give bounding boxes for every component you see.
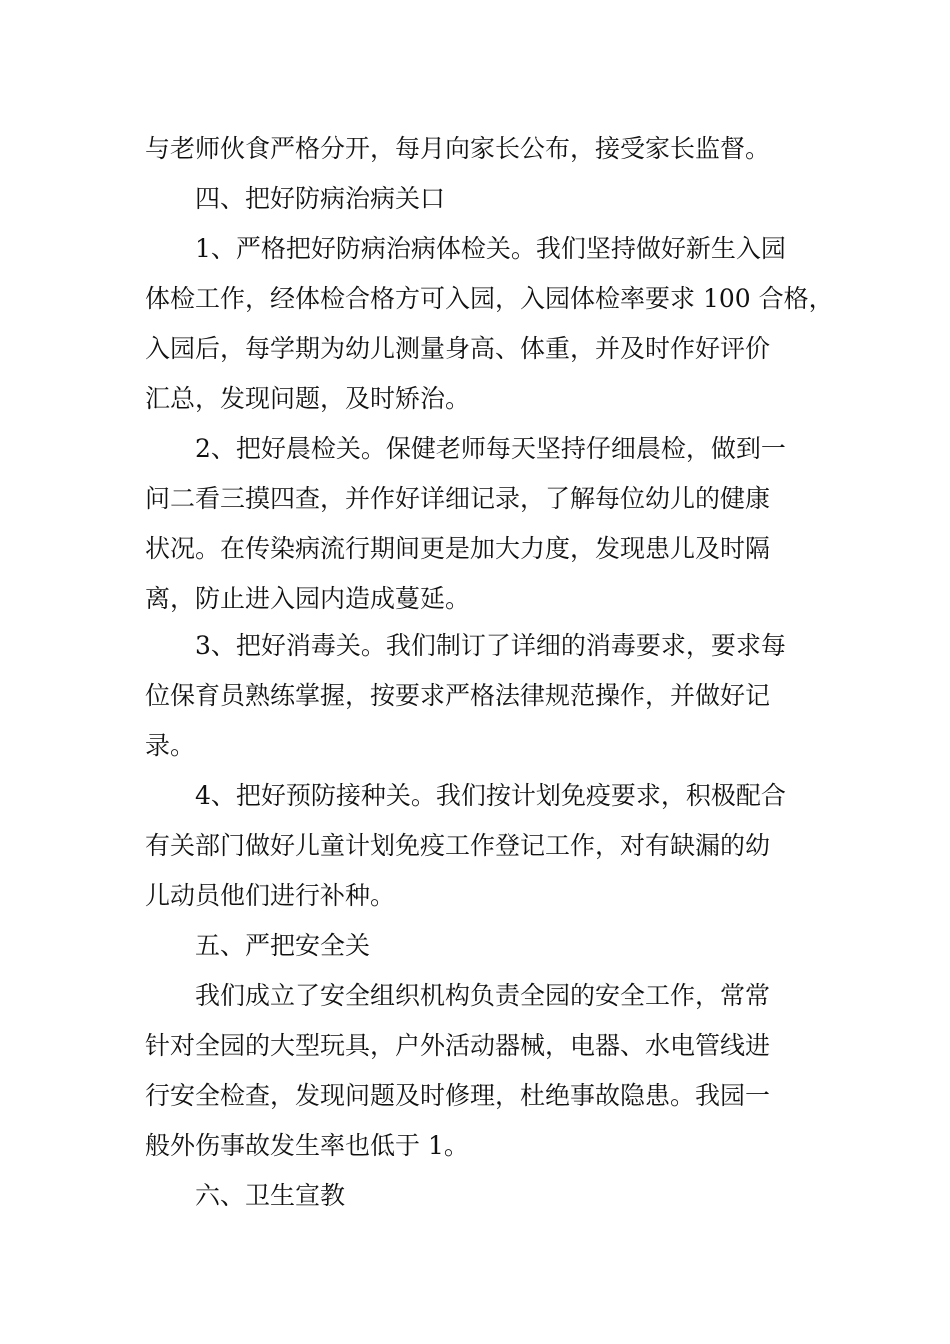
section-heading: 五、严把安全关 [195, 931, 371, 960]
text-line: 状况。在传染病流行期间更是加大力度，发现患儿及时隔 [145, 534, 771, 563]
text-line: 儿动员他们进行补种。 [145, 881, 396, 910]
text-line: 我们成立了安全组织机构负责全园的安全工作，常常 [195, 981, 771, 1010]
text-line: 2、把好晨检关。保健老师每天坚持仔细晨检，做到一 [195, 434, 786, 463]
text-line: 4、把好预防接种关。我们按计划免疫要求，积极配合 [195, 781, 786, 810]
section-heading: 六、卫生宣教 [195, 1181, 346, 1210]
section-heading: 四、把好防病治病关口 [195, 184, 446, 213]
text-line: 有关部门做好儿童计划免疫工作登记工作，对有缺漏的幼 [145, 831, 771, 860]
text-line: 离，防止进入园内造成蔓延。 [145, 584, 471, 613]
text-line: 1、严格把好防病治病体检关。我们坚持做好新生入园 [195, 234, 786, 263]
text-line: 入园后，每学期为幼儿测量身高、体重，并及时作好评价 [145, 334, 771, 363]
text-line: 行安全检查，发现问题及时修理，杜绝事故隐患。我园一 [145, 1081, 771, 1110]
text-line: 与老师伙食严格分开，每月向家长公布，接受家长监督。 [145, 134, 771, 163]
text-line: 3、把好消毒关。我们制订了详细的消毒要求，要求每 [195, 631, 786, 660]
text-line: 体检工作，经体检合格方可入园，入园体检率要求 100 合格， [145, 284, 834, 313]
text-line: 针对全园的大型玩具，户外活动器械，电器、水电管线进 [145, 1031, 771, 1060]
text-line: 问二看三摸四查，并作好详细记录，了解每位幼儿的健康 [145, 484, 771, 513]
text-line: 位保育员熟练掌握，按要求严格法律规范操作，并做好记 [145, 681, 771, 710]
text-line: 汇总，发现问题，及时矫治。 [145, 384, 471, 413]
text-line: 般外伤事故发生率也低于 1。 [145, 1131, 469, 1160]
text-line: 录。 [145, 731, 196, 760]
